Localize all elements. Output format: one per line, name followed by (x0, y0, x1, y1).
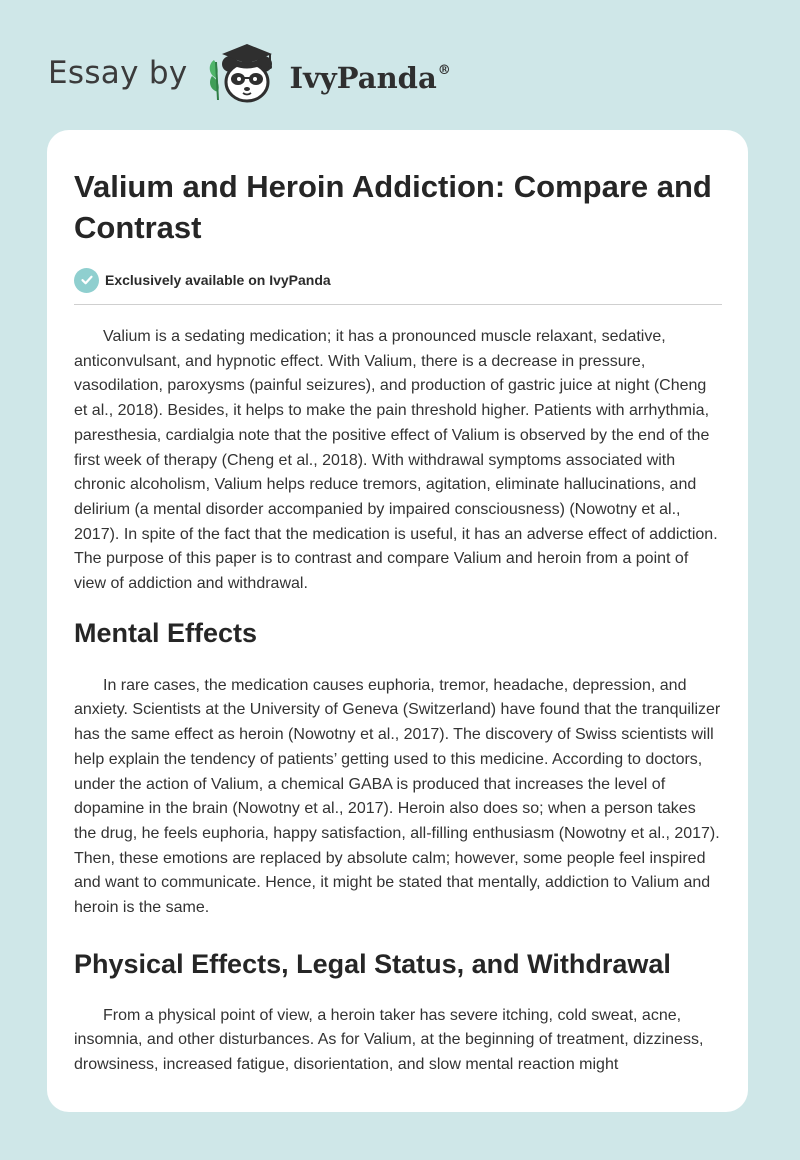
section-heading-physical-effects: Physical Effects, Legal Status, and Withdrawal (74, 948, 671, 979)
brand-name[interactable]: IvyPanda® (289, 61, 451, 95)
article-card (47, 130, 748, 1112)
article-title: Valium and Heroin Addiction: Compare and Contrast (74, 169, 712, 245)
panda-logo-icon[interactable] (204, 38, 284, 108)
section-paragraph-physical-effects: From a physical point of view, a heroin taker has severe itching, cold sweat, acne, insomnia, and other disturbances. As for Valium, at the beginning of treatment, dizziness, drowsiness, increased fatigue, disorientation, and slow mental reaction might (74, 1006, 704, 1074)
article-content (74, 166, 722, 1078)
header-tagline: Essay by (48, 55, 188, 91)
divider (74, 304, 722, 305)
section-heading-mental-effects: Mental Effects (74, 617, 258, 648)
registered-mark: ® (437, 63, 451, 78)
check-icon (74, 268, 99, 293)
section-paragraph-mental-effects: In rare cases, the medication causes euphoria, tremor, headache, depression, and anxiety. Scientists at the University of Geneva (Switzerland) have found that the tranquilizer has the same effect as heroin (Nowotny et al., 2017). The discovery of Swiss scientists will help explain the tendency of patients’ getting used to this medicine. According to doctors, under the action of Valium, a chemical GABA is produced that increases the level of dopamine in the brain (Nowotny et al., 2017). Heroin also does so; when a person takes the drug, he feels euphoria, happy satisfaction, all-filling enthusiasm (Nowotny et al., 2017). Then, these emotions are replaced by absolute calm; however, some people feel inspired and want to communicate. Hence, it might be stated that mentally, addiction to Valium and heroin is the same. (74, 676, 721, 917)
exclusive-badge-text: Exclusively available on IvyPanda (105, 272, 331, 288)
site-header (48, 38, 451, 108)
intro-paragraph: Valium is a sedating medication; it has a pronounced muscle relaxant, sedative, anticonvulsant, and hypnotic effect. With Valium, there is a decrease in pressure, vasodilation, paroxysms (painful seizures), and production of gastric juice at night (Cheng et al., 2018). Besides, it helps to make the pain threshold higher. Patients with arrhythmia, paresthesia, cardialgia note that the positive effect of Valium is observed by the end of the first week of therapy (Cheng et al., 2018). With withdrawal symptoms associated with chronic alcoholism, Valium helps reduce tremors, agitation, eliminate hallucinations, and delirium (a mental disorder accompanied by impaired consciousness) (Nowotny et al., 2017). In spite of the fact that the medication is useful, it has an adverse effect of addiction. The purpose of this paper is to contrast and compare Valium and heroin from a point of view of addiction and withdrawal. (74, 328, 718, 593)
exclusive-badge (74, 266, 722, 294)
